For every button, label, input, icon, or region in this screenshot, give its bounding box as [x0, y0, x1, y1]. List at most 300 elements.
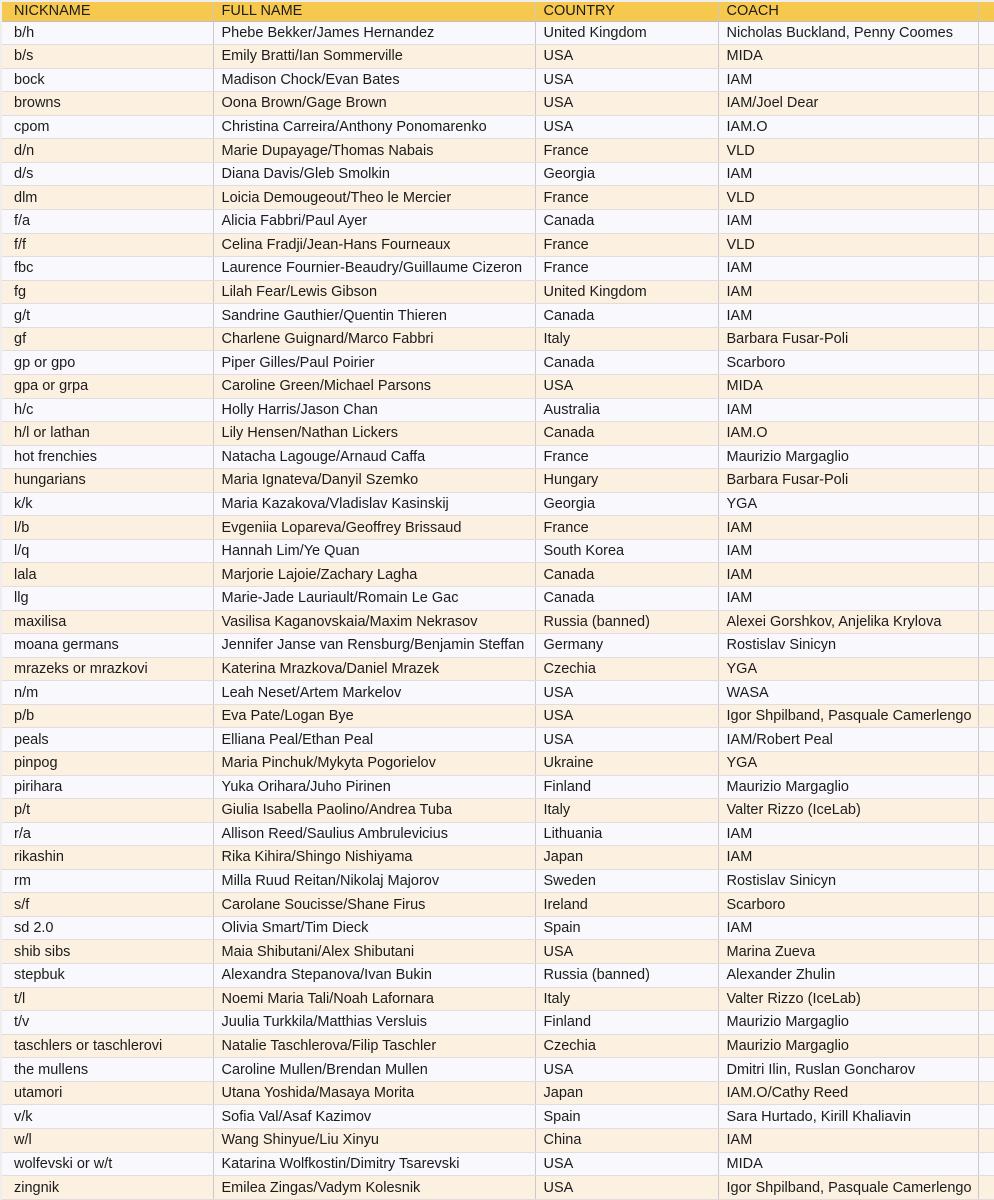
cell-partial[interactable]: [978, 162, 994, 186]
cell-full-name[interactable]: Hannah Lim/Ye Quan: [213, 539, 535, 563]
cell-full-name[interactable]: Evgeniia Lopareva/Geoffrey Brissaud: [213, 516, 535, 540]
cell-country[interactable]: Czechia: [535, 1034, 718, 1058]
cell-country[interactable]: USA: [535, 1176, 718, 1200]
cell-country[interactable]: USA: [535, 115, 718, 139]
table-row: [2, 940, 994, 964]
cell-partial[interactable]: [978, 893, 994, 917]
cell-nickname[interactable]: s/f: [2, 893, 213, 917]
cell-nickname[interactable]: t/l: [2, 987, 213, 1011]
cell-country[interactable]: China: [535, 1128, 718, 1152]
cell-partial[interactable]: [978, 751, 994, 775]
table-row: [2, 657, 994, 681]
cell-coach[interactable]: Rostislav Sinicyn: [718, 869, 978, 893]
cell-partial[interactable]: [978, 351, 994, 375]
cell-country[interactable]: Canada: [535, 210, 718, 234]
cell-country[interactable]: United Kingdom: [535, 21, 718, 45]
cell-country[interactable]: USA: [535, 374, 718, 398]
cell-nickname[interactable]: h/c: [2, 398, 213, 422]
table-row: [2, 634, 994, 658]
cell-full-name[interactable]: Emilea Zingas/Vadym Kolesnik: [213, 1176, 535, 1200]
table-row: [2, 92, 994, 116]
cell-full-name[interactable]: Madison Chock/Evan Bates: [213, 68, 535, 92]
cell-country[interactable]: South Korea: [535, 539, 718, 563]
cell-country[interactable]: USA: [535, 681, 718, 705]
cell-country[interactable]: Spain: [535, 1105, 718, 1129]
cell-full-name[interactable]: Jennifer Janse van Rensburg/Benjamin Steffan: [213, 634, 535, 658]
cell-country[interactable]: United Kingdom: [535, 280, 718, 304]
cell-full-name[interactable]: Katerina Mrazkova/Daniel Mrazek: [213, 657, 535, 681]
cell-full-name[interactable]: Maia Shibutani/Alex Shibutani: [213, 940, 535, 964]
cell-partial[interactable]: [978, 186, 994, 210]
cell-coach[interactable]: IAM: [718, 304, 978, 328]
cell-partial[interactable]: [978, 445, 994, 469]
cell-nickname[interactable]: zingnik: [2, 1176, 213, 1200]
cell-full-name[interactable]: Loicia Demougeout/Theo le Mercier: [213, 186, 535, 210]
table-row: [2, 304, 994, 328]
cell-nickname[interactable]: rm: [2, 869, 213, 893]
table-row: [2, 869, 994, 893]
table-row: [2, 1058, 994, 1082]
cell-full-name[interactable]: Leah Neset/Artem Markelov: [213, 681, 535, 705]
cell-nickname[interactable]: pirihara: [2, 775, 213, 799]
cell-nickname[interactable]: wolfevski or w/t: [2, 1152, 213, 1176]
cell-partial[interactable]: [978, 398, 994, 422]
cell-country[interactable]: USA: [535, 45, 718, 69]
cell-partial[interactable]: [978, 1105, 994, 1129]
cell-coach[interactable]: Barbara Fusar-Poli: [718, 469, 978, 493]
cell-country[interactable]: USA: [535, 1152, 718, 1176]
header-row: [2, 2, 994, 21]
cell-country[interactable]: USA: [535, 92, 718, 116]
cell-full-name[interactable]: Katarina Wolfkostin/Dimitry Tsarevski: [213, 1152, 535, 1176]
table-body: [2, 21, 994, 1200]
cell-nickname[interactable]: d/s: [2, 162, 213, 186]
cell-country[interactable]: USA: [535, 940, 718, 964]
cell-coach[interactable]: YGA: [718, 657, 978, 681]
cell-country[interactable]: France: [535, 257, 718, 281]
cell-country[interactable]: Ukraine: [535, 751, 718, 775]
cell-partial[interactable]: [978, 304, 994, 328]
cell-nickname[interactable]: browns: [2, 92, 213, 116]
cell-nickname[interactable]: mrazeks or mrazkovi: [2, 657, 213, 681]
cell-country[interactable]: Canada: [535, 422, 718, 446]
cell-country[interactable]: USA: [535, 68, 718, 92]
cell-full-name[interactable]: Eva Pate/Logan Bye: [213, 704, 535, 728]
cell-partial[interactable]: [978, 257, 994, 281]
cell-nickname[interactable]: h/l or lathan: [2, 422, 213, 446]
cell-partial[interactable]: [978, 1034, 994, 1058]
cell-country[interactable]: Canada: [535, 563, 718, 587]
cell-coach[interactable]: Maurizio Margaglio: [718, 445, 978, 469]
cell-country[interactable]: France: [535, 186, 718, 210]
cell-full-name[interactable]: Elliana Peal/Ethan Peal: [213, 728, 535, 752]
cell-partial[interactable]: [978, 422, 994, 446]
cell-country[interactable]: Russia (banned): [535, 964, 718, 988]
table-row: [2, 704, 994, 728]
table-row: [2, 610, 994, 634]
cell-nickname[interactable]: maxilisa: [2, 610, 213, 634]
cell-nickname[interactable]: g/t: [2, 304, 213, 328]
cell-nickname[interactable]: f/f: [2, 233, 213, 257]
cell-full-name[interactable]: Lilah Fear/Lewis Gibson: [213, 280, 535, 304]
cell-partial[interactable]: [978, 869, 994, 893]
cell-full-name[interactable]: Holly Harris/Jason Chan: [213, 398, 535, 422]
cell-full-name[interactable]: Giulia Isabella Paolino/Andrea Tuba: [213, 799, 535, 823]
column-header-partial[interactable]: [978, 2, 994, 21]
table-row: [2, 422, 994, 446]
cell-coach[interactable]: Sara Hurtado, Kirill Khaliavin: [718, 1105, 978, 1129]
cell-country[interactable]: Sweden: [535, 869, 718, 893]
cell-coach[interactable]: IAM: [718, 563, 978, 587]
cell-country[interactable]: Japan: [535, 1081, 718, 1105]
cell-coach[interactable]: Scarboro: [718, 893, 978, 917]
table-row: [2, 115, 994, 139]
cell-nickname[interactable]: llg: [2, 587, 213, 611]
cell-full-name[interactable]: Celina Fradji/Jean-Hans Fourneaux: [213, 233, 535, 257]
cell-partial[interactable]: [978, 516, 994, 540]
cell-coach[interactable]: IAM: [718, 257, 978, 281]
cell-partial[interactable]: [978, 799, 994, 823]
table-row: [2, 1152, 994, 1176]
cell-nickname[interactable]: bock: [2, 68, 213, 92]
cell-full-name[interactable]: Marie-Jade Lauriault/Romain Le Gac: [213, 587, 535, 611]
table-row: [2, 587, 994, 611]
cell-coach[interactable]: Barbara Fusar-Poli: [718, 327, 978, 351]
cell-full-name[interactable]: Diana Davis/Gleb Smolkin: [213, 162, 535, 186]
cell-nickname[interactable]: l/b: [2, 516, 213, 540]
cell-coach[interactable]: Valter Rizzo (IceLab): [718, 799, 978, 823]
table-row: [2, 1176, 994, 1200]
cell-country[interactable]: France: [535, 445, 718, 469]
cell-country[interactable]: France: [535, 516, 718, 540]
cell-partial[interactable]: [978, 327, 994, 351]
cell-partial[interactable]: [978, 21, 994, 45]
cell-nickname[interactable]: r/a: [2, 822, 213, 846]
cell-coach[interactable]: Nicholas Buckland, Penny Coomes: [718, 21, 978, 45]
cell-partial[interactable]: [978, 492, 994, 516]
cell-coach[interactable]: IAM.O: [718, 422, 978, 446]
cell-full-name[interactable]: Juulia Turkkila/Matthias Versluis: [213, 1011, 535, 1035]
cell-nickname[interactable]: w/l: [2, 1128, 213, 1152]
cell-coach[interactable]: Dmitri Ilin, Ruslan Goncharov: [718, 1058, 978, 1082]
table-row: [2, 516, 994, 540]
cell-nickname[interactable]: hot frenchies: [2, 445, 213, 469]
cell-full-name[interactable]: Yuka Orihara/Juho Pirinen: [213, 775, 535, 799]
cell-partial[interactable]: [978, 775, 994, 799]
cell-full-name[interactable]: Carolane Soucisse/Shane Firus: [213, 893, 535, 917]
cell-partial[interactable]: [978, 987, 994, 1011]
cell-country[interactable]: Canada: [535, 351, 718, 375]
cell-country[interactable]: USA: [535, 1058, 718, 1082]
cell-coach[interactable]: VLD: [718, 139, 978, 163]
cell-nickname[interactable]: peals: [2, 728, 213, 752]
cell-coach[interactable]: Rostislav Sinicyn: [718, 634, 978, 658]
cell-nickname[interactable]: k/k: [2, 492, 213, 516]
cell-partial[interactable]: [978, 139, 994, 163]
cell-coach[interactable]: Igor Shpilband, Pasquale Camerlengo: [718, 1176, 978, 1200]
cell-partial[interactable]: [978, 587, 994, 611]
table-row: [2, 398, 994, 422]
cell-country[interactable]: France: [535, 233, 718, 257]
cell-coach[interactable]: VLD: [718, 233, 978, 257]
cell-full-name[interactable]: Sofia Val/Asaf Kazimov: [213, 1105, 535, 1129]
cell-coach[interactable]: IAM: [718, 1128, 978, 1152]
cell-coach[interactable]: Valter Rizzo (IceLab): [718, 987, 978, 1011]
cell-country[interactable]: Australia: [535, 398, 718, 422]
cell-country[interactable]: Japan: [535, 846, 718, 870]
table-row: [2, 68, 994, 92]
cell-partial[interactable]: [978, 1128, 994, 1152]
table-row: [2, 681, 994, 705]
table-row: [2, 257, 994, 281]
cell-coach[interactable]: Maurizio Margaglio: [718, 775, 978, 799]
cell-partial[interactable]: [978, 681, 994, 705]
cell-full-name[interactable]: Milla Ruud Reitan/Nikolaj Majorov: [213, 869, 535, 893]
cell-coach[interactable]: Maurizio Margaglio: [718, 1034, 978, 1058]
cell-full-name[interactable]: Natacha Lagouge/Arnaud Caffa: [213, 445, 535, 469]
cell-partial[interactable]: [978, 704, 994, 728]
cell-partial[interactable]: [978, 1081, 994, 1105]
table-row: [2, 775, 994, 799]
cell-country[interactable]: Russia (banned): [535, 610, 718, 634]
cell-full-name[interactable]: Noemi Maria Tali/Noah Lafornara: [213, 987, 535, 1011]
table-row: [2, 799, 994, 823]
cell-nickname[interactable]: fg: [2, 280, 213, 304]
cell-partial[interactable]: [978, 610, 994, 634]
cell-nickname[interactable]: l/q: [2, 539, 213, 563]
cell-coach[interactable]: IAM: [718, 822, 978, 846]
cell-full-name[interactable]: Allison Reed/Saulius Ambrulevicius: [213, 822, 535, 846]
cell-full-name[interactable]: Marie Dupayage/Thomas Nabais: [213, 139, 535, 163]
cell-coach[interactable]: YGA: [718, 751, 978, 775]
cell-coach[interactable]: MIDA: [718, 374, 978, 398]
table-row: [2, 728, 994, 752]
cell-nickname[interactable]: lala: [2, 563, 213, 587]
table-row: [2, 492, 994, 516]
cell-coach[interactable]: Maurizio Margaglio: [718, 1011, 978, 1035]
cell-coach[interactable]: IAM: [718, 68, 978, 92]
cell-nickname[interactable]: dlm: [2, 186, 213, 210]
cell-partial[interactable]: [978, 822, 994, 846]
cell-nickname[interactable]: rikashin: [2, 846, 213, 870]
cell-nickname[interactable]: n/m: [2, 681, 213, 705]
table-row: [2, 327, 994, 351]
cell-country[interactable]: Finland: [535, 775, 718, 799]
cell-full-name[interactable]: Vasilisa Kaganovskaia/Maxim Nekrasov: [213, 610, 535, 634]
cell-nickname[interactable]: gf: [2, 327, 213, 351]
cell-country[interactable]: Canada: [535, 304, 718, 328]
cell-nickname[interactable]: shib sibs: [2, 940, 213, 964]
cell-full-name[interactable]: Rika Kihira/Shingo Nishiyama: [213, 846, 535, 870]
cell-coach[interactable]: VLD: [718, 186, 978, 210]
table-row: [2, 469, 994, 493]
table-row: [2, 374, 994, 398]
cell-partial[interactable]: [978, 115, 994, 139]
cell-nickname[interactable]: cpom: [2, 115, 213, 139]
cell-country[interactable]: Lithuania: [535, 822, 718, 846]
table-row: [2, 45, 994, 69]
cell-full-name[interactable]: Wang Shinyue/Liu Xinyu: [213, 1128, 535, 1152]
cell-country[interactable]: Italy: [535, 327, 718, 351]
cell-nickname[interactable]: b/s: [2, 45, 213, 69]
cell-coach[interactable]: IAM: [718, 846, 978, 870]
table-row: [2, 1105, 994, 1129]
cell-coach[interactable]: WASA: [718, 681, 978, 705]
table-row: [2, 186, 994, 210]
cell-coach[interactable]: IAM: [718, 162, 978, 186]
cell-country[interactable]: Georgia: [535, 492, 718, 516]
column-header-nickname[interactable]: NICKNAME: [2, 2, 213, 21]
cell-coach[interactable]: IAM: [718, 280, 978, 304]
cell-full-name[interactable]: Maria Ignateva/Danyil Szemko: [213, 469, 535, 493]
cell-full-name[interactable]: Maria Pinchuk/Mykyta Pogorielov: [213, 751, 535, 775]
cell-nickname[interactable]: f/a: [2, 210, 213, 234]
cell-nickname[interactable]: hungarians: [2, 469, 213, 493]
cell-full-name[interactable]: Caroline Green/Michael Parsons: [213, 374, 535, 398]
cell-nickname[interactable]: utamori: [2, 1081, 213, 1105]
cell-full-name[interactable]: Sandrine Gauthier/Quentin Thieren: [213, 304, 535, 328]
cell-nickname[interactable]: stepbuk: [2, 964, 213, 988]
cell-nickname[interactable]: pinpog: [2, 751, 213, 775]
cell-partial[interactable]: [978, 68, 994, 92]
cell-country[interactable]: Italy: [535, 799, 718, 823]
cell-coach[interactable]: IAM: [718, 539, 978, 563]
cell-full-name[interactable]: Alicia Fabbri/Paul Ayer: [213, 210, 535, 234]
cell-full-name[interactable]: Caroline Mullen/Brendan Mullen: [213, 1058, 535, 1082]
cell-partial[interactable]: [978, 539, 994, 563]
cell-partial[interactable]: [978, 634, 994, 658]
cell-partial[interactable]: [978, 728, 994, 752]
cell-partial[interactable]: [978, 233, 994, 257]
cell-country[interactable]: Italy: [535, 987, 718, 1011]
cell-partial[interactable]: [978, 563, 994, 587]
cell-nickname[interactable]: moana germans: [2, 634, 213, 658]
cell-partial[interactable]: [978, 657, 994, 681]
table-row: [2, 563, 994, 587]
cell-full-name[interactable]: Lily Hensen/Nathan Lickers: [213, 422, 535, 446]
cell-coach[interactable]: Igor Shpilband, Pasquale Camerlengo: [718, 704, 978, 728]
cell-coach[interactable]: Marina Zueva: [718, 940, 978, 964]
table-row: [2, 280, 994, 304]
cell-full-name[interactable]: Maria Kazakova/Vladislav Kasinskij: [213, 492, 535, 516]
cell-country[interactable]: Ireland: [535, 893, 718, 917]
cell-full-name[interactable]: Olivia Smart/Tim Dieck: [213, 916, 535, 940]
cell-country[interactable]: Czechia: [535, 657, 718, 681]
cell-full-name[interactable]: Piper Gilles/Paul Poirier: [213, 351, 535, 375]
cell-full-name[interactable]: Laurence Fournier-Beaudry/Guillaume Cizeron: [213, 257, 535, 281]
cell-full-name[interactable]: Charlene Guignard/Marco Fabbri: [213, 327, 535, 351]
cell-full-name[interactable]: Phebe Bekker/James Hernandez: [213, 21, 535, 45]
cell-nickname[interactable]: p/b: [2, 704, 213, 728]
cell-partial[interactable]: [978, 469, 994, 493]
cell-coach[interactable]: Scarboro: [718, 351, 978, 375]
cell-full-name[interactable]: Emily Bratti/Ian Sommerville: [213, 45, 535, 69]
cell-coach[interactable]: Alexander Zhulin: [718, 964, 978, 988]
cell-partial[interactable]: [978, 45, 994, 69]
cell-nickname[interactable]: gp or gpo: [2, 351, 213, 375]
cell-coach[interactable]: IAM.O/Cathy Reed: [718, 1081, 978, 1105]
table-row: [2, 846, 994, 870]
cell-country[interactable]: Germany: [535, 634, 718, 658]
cell-nickname[interactable]: p/t: [2, 799, 213, 823]
column-header-country[interactable]: COUNTRY: [535, 2, 718, 21]
table-row: [2, 210, 994, 234]
cell-full-name[interactable]: Oona Brown/Gage Brown: [213, 92, 535, 116]
cell-partial[interactable]: [978, 374, 994, 398]
table-row: [2, 539, 994, 563]
cell-partial[interactable]: [978, 846, 994, 870]
cell-coach[interactable]: IAM: [718, 398, 978, 422]
cell-country[interactable]: France: [535, 139, 718, 163]
cell-coach[interactable]: IAM: [718, 587, 978, 611]
cell-nickname[interactable]: the mullens: [2, 1058, 213, 1082]
cell-partial[interactable]: [978, 1058, 994, 1082]
cell-coach[interactable]: Alexei Gorshkov, Anjelika Krylova: [718, 610, 978, 634]
cell-country[interactable]: Georgia: [535, 162, 718, 186]
column-header-full-name[interactable]: FULL NAME: [213, 2, 535, 21]
table-row: [2, 916, 994, 940]
cell-nickname[interactable]: v/k: [2, 1105, 213, 1129]
cell-coach[interactable]: IAM.O: [718, 115, 978, 139]
skaters-table: [2, 2, 994, 1200]
cell-nickname[interactable]: t/v: [2, 1011, 213, 1035]
cell-coach[interactable]: IAM: [718, 916, 978, 940]
cell-nickname[interactable]: taschlers or taschlerovi: [2, 1034, 213, 1058]
cell-country[interactable]: Hungary: [535, 469, 718, 493]
cell-coach[interactable]: IAM/Robert Peal: [718, 728, 978, 752]
cell-partial[interactable]: [978, 916, 994, 940]
cell-partial[interactable]: [978, 964, 994, 988]
column-header-coach[interactable]: COACH: [718, 2, 978, 21]
cell-nickname[interactable]: gpa or grpa: [2, 374, 213, 398]
cell-coach[interactable]: IAM: [718, 210, 978, 234]
cell-coach[interactable]: IAM/Joel Dear: [718, 92, 978, 116]
cell-country[interactable]: USA: [535, 704, 718, 728]
cell-nickname[interactable]: sd 2.0: [2, 916, 213, 940]
cell-country[interactable]: Canada: [535, 587, 718, 611]
cell-coach[interactable]: MIDA: [718, 1152, 978, 1176]
cell-full-name[interactable]: Christina Carreira/Anthony Ponomarenko: [213, 115, 535, 139]
cell-coach[interactable]: MIDA: [718, 45, 978, 69]
cell-full-name[interactable]: Natalie Taschlerova/Filip Taschler: [213, 1034, 535, 1058]
table-row: [2, 445, 994, 469]
cell-partial[interactable]: [978, 210, 994, 234]
cell-partial[interactable]: [978, 1011, 994, 1035]
cell-coach[interactable]: IAM: [718, 516, 978, 540]
table-row: [2, 162, 994, 186]
cell-full-name[interactable]: Marjorie Lajoie/Zachary Lagha: [213, 563, 535, 587]
table-row: [2, 139, 994, 163]
cell-partial[interactable]: [978, 1176, 994, 1200]
cell-nickname[interactable]: fbc: [2, 257, 213, 281]
cell-full-name[interactable]: Alexandra Stepanova/Ivan Bukin: [213, 964, 535, 988]
cell-country[interactable]: Spain: [535, 916, 718, 940]
table-row: [2, 351, 994, 375]
table-row: [2, 893, 994, 917]
cell-country[interactable]: Finland: [535, 1011, 718, 1035]
cell-coach[interactable]: YGA: [718, 492, 978, 516]
table-row: [2, 751, 994, 775]
cell-partial[interactable]: [978, 280, 994, 304]
table-row: [2, 1034, 994, 1058]
cell-partial[interactable]: [978, 940, 994, 964]
cell-country[interactable]: USA: [535, 728, 718, 752]
cell-nickname[interactable]: b/h: [2, 21, 213, 45]
cell-nickname[interactable]: d/n: [2, 139, 213, 163]
cell-full-name[interactable]: Utana Yoshida/Masaya Morita: [213, 1081, 535, 1105]
cell-partial[interactable]: [978, 92, 994, 116]
cell-partial[interactable]: [978, 1152, 994, 1176]
